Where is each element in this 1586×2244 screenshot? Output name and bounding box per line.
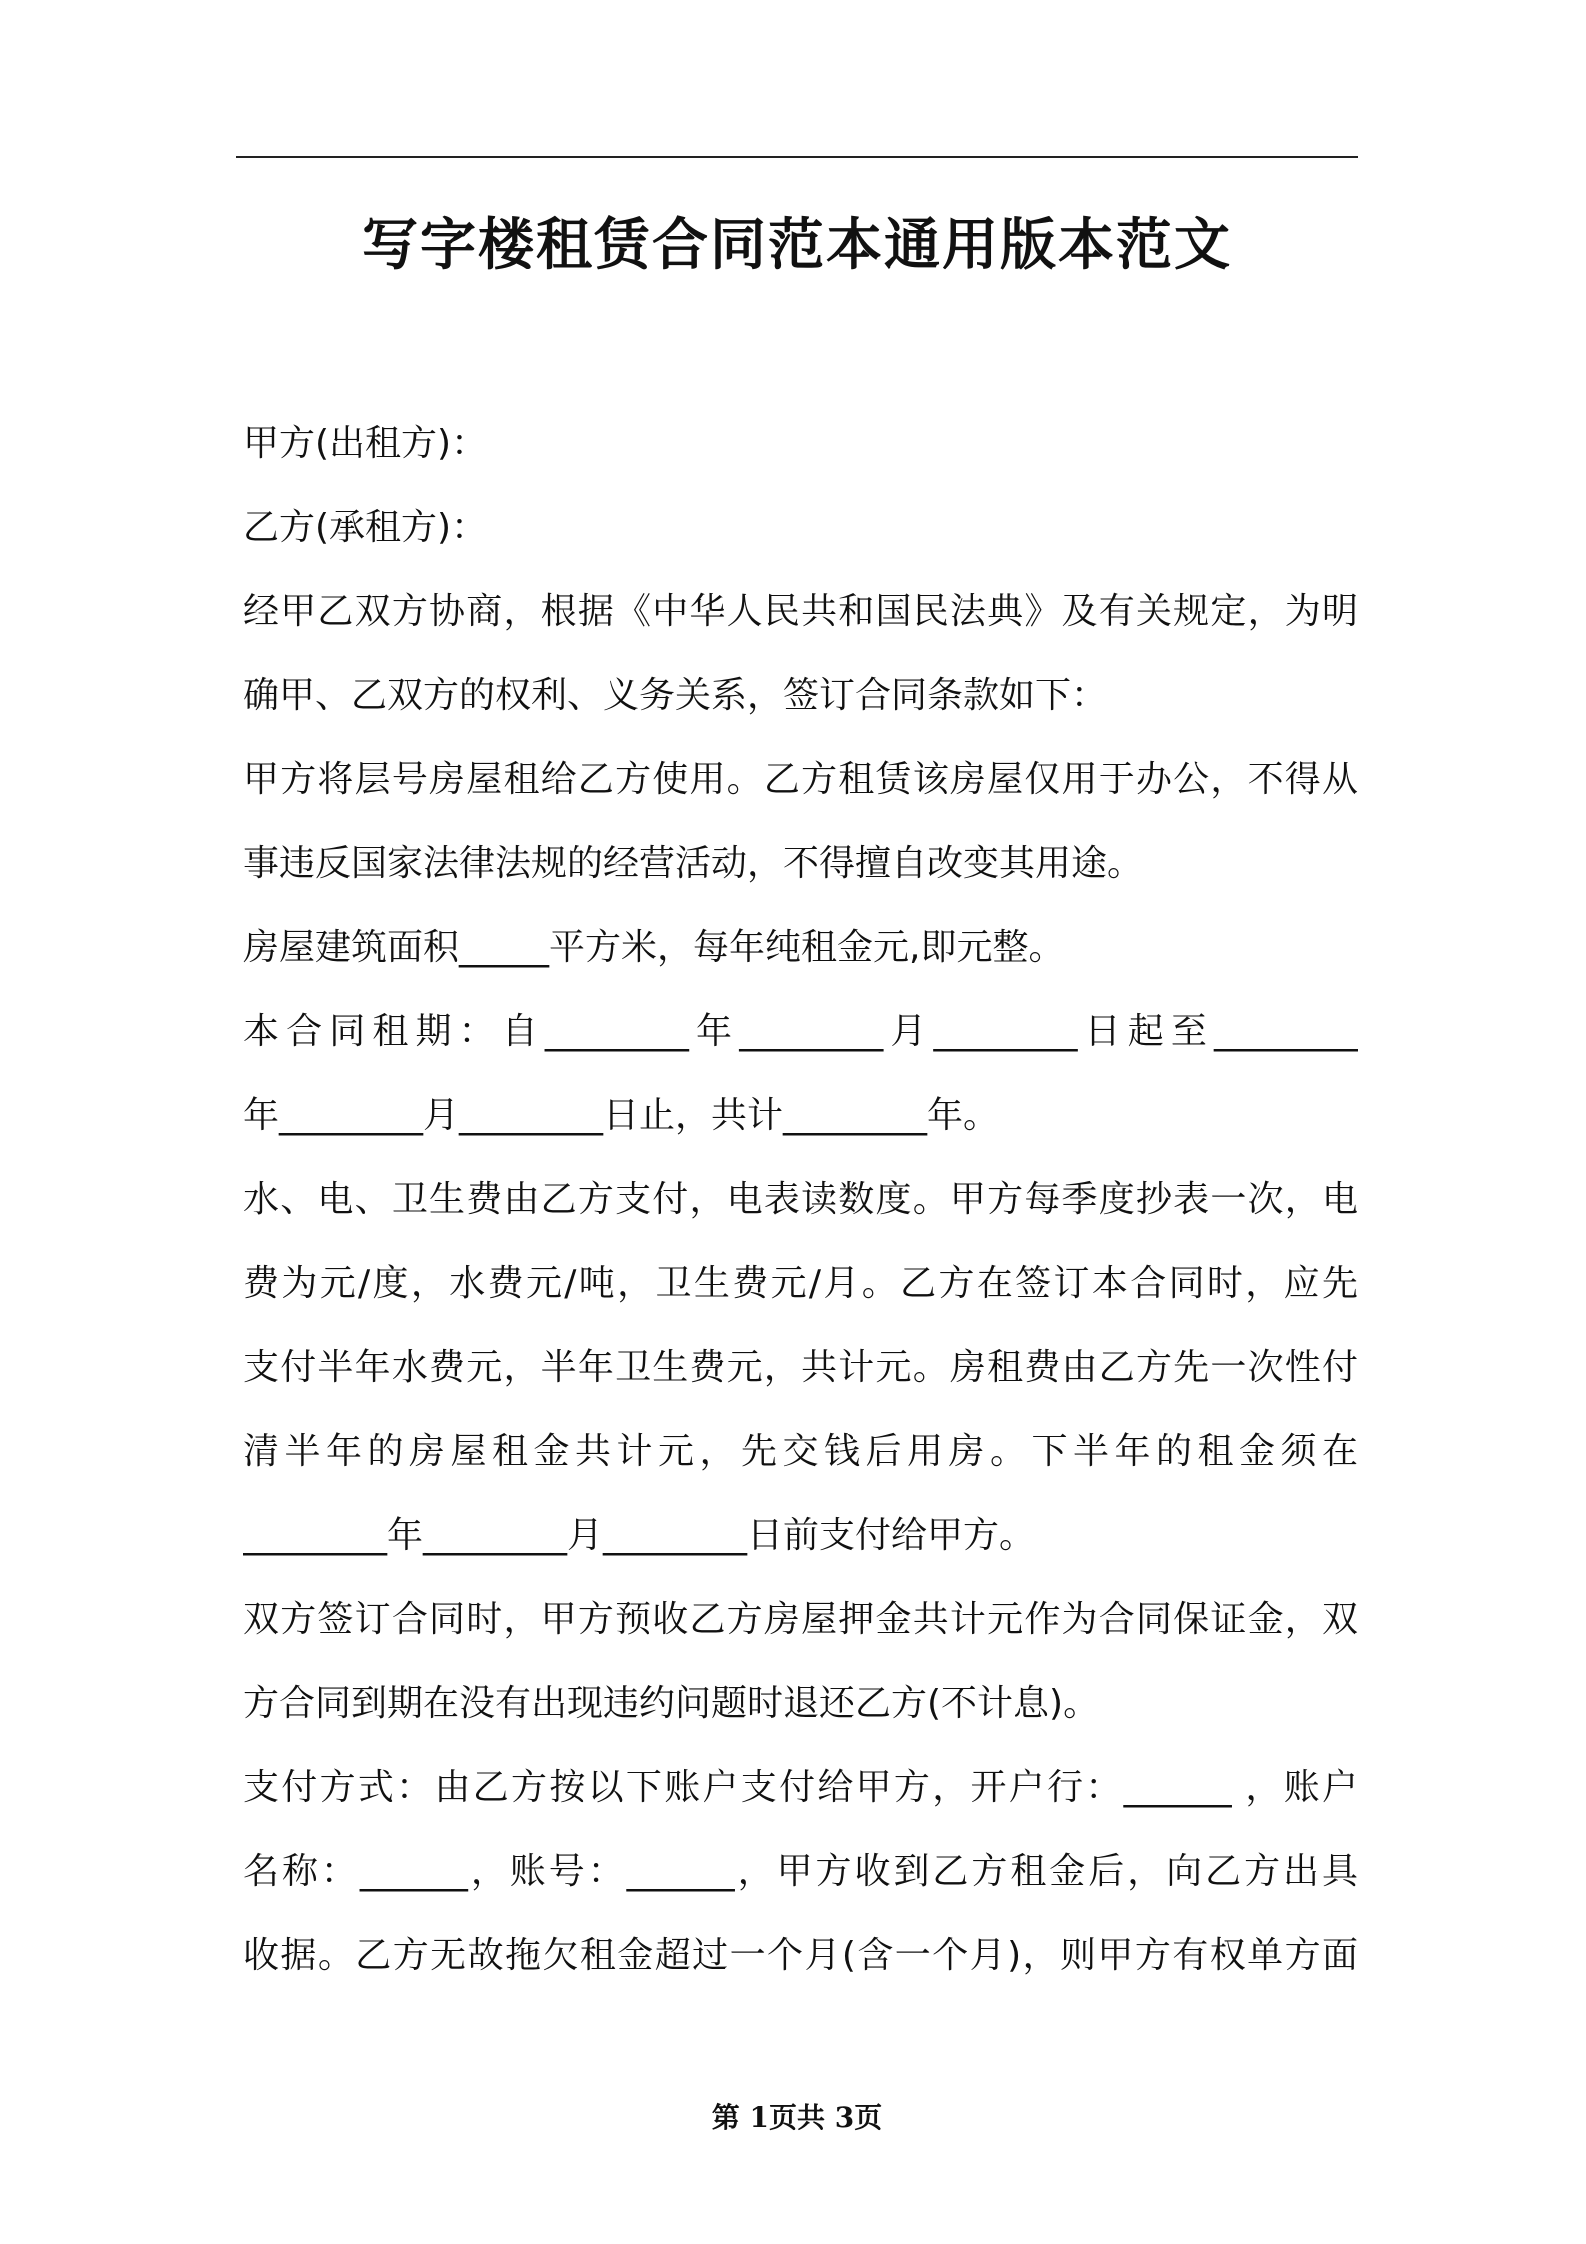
body-line: 名称：______，账号：______，甲方收到乙方租金后，向乙方出具	[243, 1851, 1358, 1892]
body-line: 房屋建筑面积_____平方米，每年纯租金元,即元整。	[243, 927, 1065, 968]
party-a-line: 甲方(出租方)：	[243, 423, 488, 464]
body-line: 支付半年水费元，半年卫生费元，共计元。房租费由乙方先一次性付	[243, 1347, 1358, 1388]
header-rule	[236, 156, 1358, 158]
body-line: 支付方式：由乙方按以下账户支付给甲方，开户行：______ ，账户	[243, 1767, 1358, 1808]
party-b-line: 乙方(承租方)：	[243, 507, 488, 548]
body-line: 水、电、卫生费由乙方支付，电表读数度。甲方每季度抄表一次，电	[243, 1179, 1358, 1220]
body-line: 年________月________日止，共计________年。	[243, 1095, 1000, 1136]
body-line: 方合同到期在没有出现违约问题时退还乙方(不计息)。	[243, 1683, 1100, 1724]
body-line: 收据。乙方无故拖欠租金超过一个月(含一个月)，则甲方有权单方面	[243, 1935, 1358, 1976]
body-line: 费为元/度，水费元/吨，卫生费元/月。乙方在签订本合同时，应先	[243, 1263, 1358, 1304]
document-body	[243, 402, 1358, 1998]
body-line: 清半年的房屋租金共计元，先交钱后用房。下半年的租金须在	[243, 1431, 1358, 1472]
body-line: 双方签订合同时，甲方预收乙方房屋押金共计元作为合同保证金，双	[243, 1599, 1358, 1640]
body-line: 确甲、乙双方的权利、义务关系，签订合同条款如下：	[243, 675, 1108, 716]
page-number: 第 1页共 3页	[711, 2101, 883, 2134]
body-line: ________年________月________日前支付给甲方。	[243, 1515, 1036, 1556]
body-line: 事违反国家法律法规的经营活动，不得擅自改变其用途。	[243, 843, 1144, 884]
body-line: 经甲乙双方协商，根据《中华人民共和国民法典》及有关规定，为明	[243, 591, 1358, 632]
body-line: 甲方将层号房屋租给乙方使用。乙方租赁该房屋仅用于办公，不得从	[243, 759, 1358, 800]
document-title: 写字楼租赁合同范本通用版本范文	[362, 213, 1232, 278]
body-line: 本合同租期：自________年________月________日起至________	[243, 1011, 1358, 1052]
